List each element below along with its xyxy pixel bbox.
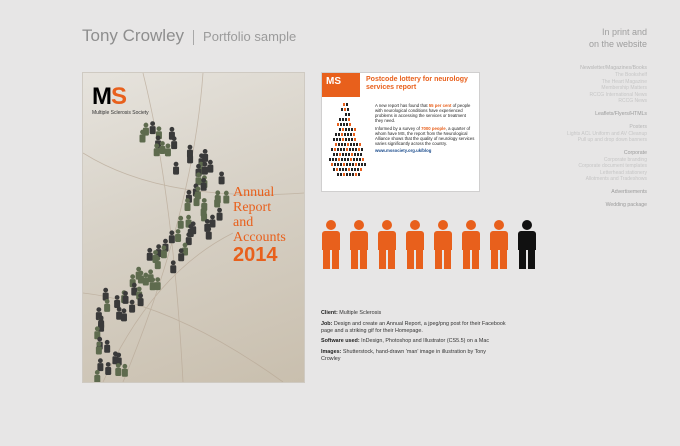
map-figure-mark — [335, 158, 337, 161]
crowd-figure — [155, 277, 161, 290]
nav-link[interactable]: RCCG International News — [589, 91, 647, 98]
map-figure-mark — [337, 123, 339, 126]
client-row: Client: Multiple Sclerosis — [321, 310, 382, 316]
nav-group-heading[interactable]: Advertisements — [611, 188, 647, 195]
map-figure-mark — [360, 168, 362, 171]
map-figure-mark — [339, 128, 341, 131]
map-figure-mark — [352, 148, 354, 151]
map-figure-mark — [340, 123, 342, 126]
map-figure-mark — [339, 138, 341, 141]
crowd-figure — [194, 193, 200, 206]
crowd-figure — [154, 143, 160, 156]
crowd-figure — [105, 362, 111, 375]
person-figure-icon — [488, 220, 510, 269]
nav-link[interactable]: Membership Matters — [601, 85, 647, 91]
card-body: A new report has found that 55 per cent of people with neurological conditions have experienced problems in accessing the services or treatment they need. Informed by a survey of 7000 people, a quarter of whom have MS, the report from the Neurological Alliance shows that the quality of neurology services varies significantly across the country. www.mssociety.org.uk/blog — [375, 103, 475, 153]
map-figure-mark — [335, 133, 337, 136]
map-figure-mark — [349, 163, 351, 166]
crowd-figure — [159, 141, 165, 154]
nav-group-heading[interactable]: Corporate — [623, 149, 647, 156]
annual-report-cover[interactable] — [82, 72, 305, 383]
software-row: Software used: InDesign, Photoshop and Illustrator (CS5.5) on a Mac — [321, 338, 490, 345]
map-figure-mark — [339, 118, 341, 121]
cover-year: 2014 — [233, 244, 278, 266]
map-figure-mark — [356, 158, 358, 161]
map-figure-mark — [354, 138, 356, 141]
map-figure-mark — [349, 123, 351, 126]
nav-group-heading[interactable]: Posters — [629, 123, 647, 130]
crowd-figure — [186, 232, 192, 245]
map-figure-mark — [343, 173, 345, 176]
map-figure-mark — [344, 143, 346, 146]
crowd-figure — [155, 256, 161, 269]
crowd-figure — [185, 198, 191, 211]
crowd-figure — [122, 364, 128, 377]
map-figure-mark — [358, 173, 360, 176]
map-figure-mark — [337, 163, 339, 166]
map-figure-mark — [350, 143, 352, 146]
map-figure-mark — [339, 168, 341, 171]
map-figure-mark — [345, 153, 347, 156]
crowd-figure — [219, 171, 225, 184]
map-figure-mark — [353, 158, 355, 161]
map-figure-mark — [346, 103, 348, 106]
nav-group-heading[interactable]: Newsletter/Magazines/Books — [580, 65, 647, 71]
nav-group — [507, 65, 647, 105]
map-figure-mark — [338, 133, 340, 136]
map-figure-mark — [347, 133, 349, 136]
ms-badge: MS — [322, 73, 360, 97]
crowd-figure — [206, 227, 212, 240]
card-headline: Postcode lottery for neurology services report — [366, 76, 468, 91]
map-figure-mark — [350, 158, 352, 161]
nav-group — [507, 150, 647, 183]
map-figure-mark — [347, 108, 349, 111]
crowd-figure — [150, 121, 156, 134]
map-figure-mark — [338, 143, 340, 146]
cover-title: Annual Report and Accounts — [233, 185, 286, 245]
project-info — [321, 310, 506, 367]
map-figure-mark — [348, 128, 350, 131]
map-figure-mark — [331, 148, 333, 151]
map-figure-mark — [346, 123, 348, 126]
map-figure-mark — [337, 173, 339, 176]
map-figure-mark — [332, 158, 334, 161]
map-figure-mark — [343, 163, 345, 166]
map-figure-mark — [357, 153, 359, 156]
map-figure-mark — [343, 148, 345, 151]
map-figure-mark — [340, 173, 342, 176]
crowd-figure — [223, 191, 229, 204]
map-figure-mark — [343, 123, 345, 126]
map-figure-mark — [358, 148, 360, 151]
crowd-figure — [129, 300, 135, 313]
map-figure-mark — [355, 163, 357, 166]
crowd-figure — [161, 245, 167, 258]
map-figure-mark — [351, 128, 353, 131]
map-figure-mark — [353, 133, 355, 136]
map-figure-mark — [348, 138, 350, 141]
person-figure-icon — [348, 220, 370, 269]
map-figure-mark — [333, 138, 335, 141]
nav-link[interactable]: Letterhead stationery — [600, 169, 647, 176]
page-subtitle: Portfolio sample — [203, 29, 297, 44]
map-figure-mark — [336, 168, 338, 171]
map-figure-mark — [347, 143, 349, 146]
map-figure-mark — [341, 158, 343, 161]
map-figure-mark — [353, 143, 355, 146]
map-figure-mark — [356, 143, 358, 146]
nav-link[interactable]: Corporate branding — [603, 156, 647, 163]
map-figure-mark — [341, 133, 343, 136]
card-url: www.mssociety.org.uk/blog — [375, 148, 432, 153]
crowd-figure — [178, 248, 184, 261]
map-figure-mark — [336, 153, 338, 156]
crowd-figure — [123, 291, 129, 304]
ms-logo: MS — [92, 83, 127, 110]
map-figure-mark — [361, 163, 363, 166]
nav-link[interactable]: Allotments and Tradeshows — [585, 176, 647, 182]
crowd-figure — [115, 363, 121, 376]
logo-subtitle: Multiple Sclerosis Society — [92, 110, 149, 116]
nav-group — [507, 111, 647, 118]
map-figure-mark — [348, 153, 350, 156]
crowd-figure — [104, 299, 110, 312]
job-row: Job: Design and create an Annual Report, a jpeg/png post for their Facebook page and a striking gif for their Homepage. — [321, 320, 506, 334]
map-figure-mark — [352, 173, 354, 176]
map-figure-mark — [341, 108, 343, 111]
crowd-figure — [96, 342, 102, 355]
nav-group-heading[interactable]: Wedding package — [605, 201, 647, 208]
person-figure-icon — [432, 220, 454, 269]
crowd-figure — [165, 143, 171, 156]
portfolio-nav — [507, 26, 647, 215]
person-figure-icon — [404, 220, 426, 269]
map-figure-mark — [351, 153, 353, 156]
map-figure-mark — [333, 168, 335, 171]
crowd-figure — [116, 307, 122, 320]
crowd-figure — [214, 195, 220, 208]
crowd-figure — [103, 288, 109, 301]
map-figure-mark — [342, 118, 344, 121]
crowd-figure — [209, 215, 215, 228]
map-figure-mark — [336, 138, 338, 141]
uk-map-people-illustration — [325, 103, 375, 183]
map-figure-mark — [348, 168, 350, 171]
crowd-figure — [114, 295, 120, 308]
map-figure-mark — [338, 158, 340, 161]
map-figure-mark — [362, 158, 364, 161]
person-figure-icon — [460, 220, 482, 269]
crowd-figure — [187, 150, 193, 163]
images-row: Images: Shutterstock, hand-drawn 'man' image in illustration by Tony Crowley — [321, 349, 486, 362]
map-figure-mark — [344, 158, 346, 161]
map-figure-mark — [340, 163, 342, 166]
map-figure-mark — [352, 163, 354, 166]
crowd-figure — [175, 229, 181, 242]
map-figure-mark — [346, 163, 348, 166]
crowd-figure — [169, 230, 175, 243]
crowd-figure — [207, 160, 213, 173]
map-figure-mark — [335, 143, 337, 146]
person-figure-icon — [376, 220, 398, 269]
map-figure-mark — [337, 148, 339, 151]
nav-link[interactable]: RCCG News — [618, 98, 647, 104]
map-figure-mark — [342, 168, 344, 171]
map-figure-mark — [354, 168, 356, 171]
map-figure-mark — [333, 153, 335, 156]
header-divider — [193, 30, 194, 45]
crowd-figure — [171, 136, 177, 149]
map-figure-mark — [339, 153, 341, 156]
nav-group — [507, 202, 647, 209]
facebook-post-card[interactable] — [321, 72, 480, 192]
map-figure-mark — [344, 133, 346, 136]
map-figure-mark — [334, 148, 336, 151]
nav-group — [507, 124, 647, 144]
people-graphic — [320, 220, 538, 269]
map-figure-mark — [359, 143, 361, 146]
map-figure-mark — [342, 153, 344, 156]
nav-link[interactable]: The Heart Magazine — [601, 78, 647, 85]
map-figure-mark — [350, 133, 352, 136]
map-figure-mark — [347, 158, 349, 161]
map-figure-mark — [331, 163, 333, 166]
map-figure-mark — [357, 168, 359, 171]
map-figure-mark — [345, 113, 347, 116]
map-figure-mark — [348, 113, 350, 116]
map-figure-mark — [351, 168, 353, 171]
crowd-figure — [201, 204, 207, 217]
crowd-figure — [217, 208, 223, 221]
map-figure-mark — [360, 153, 362, 156]
map-figure-mark — [329, 158, 331, 161]
crowd-figure — [178, 216, 184, 229]
nav-link[interactable]: Lights ACL Uniform and AV Cleanup — [566, 130, 647, 137]
crowd-figure — [94, 370, 100, 382]
page-header — [82, 26, 296, 48]
map-figure-mark — [345, 118, 347, 121]
map-figure-mark — [354, 153, 356, 156]
map-figure-mark — [344, 108, 346, 111]
crowd-figure — [97, 358, 103, 371]
map-figure-mark — [345, 138, 347, 141]
map-figure-mark — [340, 148, 342, 151]
crowd-figure — [104, 340, 110, 353]
map-figure-mark — [345, 128, 347, 131]
nav-link[interactable]: Pull up and drop down banners — [577, 137, 647, 143]
crowd-figure — [196, 172, 202, 185]
map-figure-mark — [354, 128, 356, 131]
map-figure-mark — [342, 128, 344, 131]
crowd-figure — [147, 248, 153, 261]
nav-group-heading[interactable]: Leaflets/Flyers/HTMLs — [595, 110, 647, 117]
author-name: Tony Crowley — [82, 26, 185, 45]
nav-group — [507, 189, 647, 196]
crowd-figure — [173, 162, 179, 175]
map-figure-mark — [348, 118, 350, 121]
crowd-figure — [139, 130, 145, 143]
map-figure-mark — [355, 173, 357, 176]
person-figure-icon — [320, 220, 342, 269]
map-figure-mark — [346, 148, 348, 151]
map-figure-mark — [358, 163, 360, 166]
crowd-figure — [202, 162, 208, 175]
person-figure-icon — [516, 220, 538, 269]
map-figure-mark — [346, 173, 348, 176]
nav-link[interactable]: Corporate document templates — [578, 163, 647, 169]
crowd-figure — [170, 260, 176, 273]
map-figure-mark — [345, 168, 347, 171]
crowd-figure — [201, 178, 207, 191]
crowd-figure — [138, 271, 144, 284]
map-figure-mark — [361, 148, 363, 151]
map-figure-mark — [359, 158, 361, 161]
map-figure-mark — [334, 163, 336, 166]
map-figure-mark — [343, 103, 345, 106]
map-figure-mark — [364, 163, 366, 166]
nav-title: In print and on the website — [588, 27, 647, 49]
map-figure-mark — [349, 173, 351, 176]
map-figure-mark — [349, 148, 351, 151]
crowd-figure — [138, 293, 144, 306]
map-figure-mark — [351, 138, 353, 141]
map-figure-mark — [342, 138, 344, 141]
map-figure-mark — [341, 143, 343, 146]
nav-link[interactable]: The Bookshelf — [615, 72, 647, 78]
map-figure-mark — [355, 148, 357, 151]
